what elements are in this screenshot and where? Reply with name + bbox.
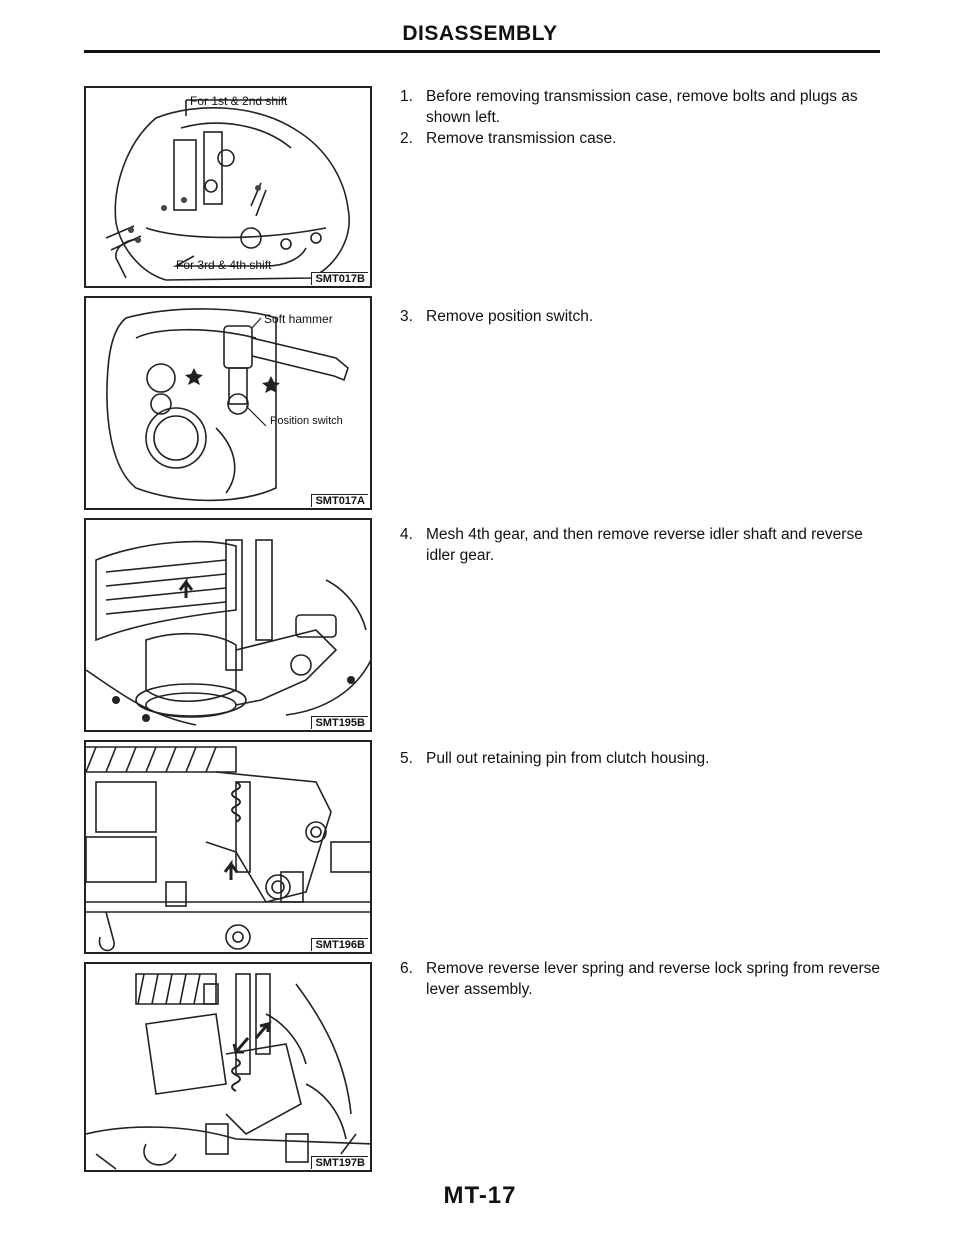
figure-position-switch [84,296,372,510]
step-text: Pull out retaining pin from clutch housing. [426,750,710,767]
figure-code: SMT017B [311,272,368,285]
step-number: 4. [400,526,413,543]
step-text: Remove reverse lever spring and reverse lock spring from reverse lever assembly. [426,960,880,998]
position-switch-drawing [86,298,372,510]
step-5 [400,748,890,769]
reverse-lever-springs-drawing [86,964,372,1172]
step-number: 1. [400,88,413,105]
step-text: Remove position switch. [426,308,594,325]
step-number: 6. [400,960,413,977]
reverse-idler-drawing [86,520,372,732]
step-1 [400,86,890,128]
figure-bolts-plugs [84,86,372,288]
figure-code: SMT195B [311,716,368,729]
step-2 [400,128,890,149]
retaining-pin-drawing [86,742,372,954]
figure-reverse-lever-springs [84,962,372,1172]
callout-soft-hammer: Soft hammer [264,312,333,326]
page-number: MT-17 [443,1182,517,1209]
step-3 [400,306,890,327]
figure-code: SMT196B [311,938,368,951]
figure-reverse-idler [84,518,372,732]
step-text: Before removing transmission case, remove bolts and plugs as shown left. [426,88,858,126]
figure-code: SMT197B [311,1156,368,1169]
step-text: Remove transmission case. [426,130,617,147]
step-number: 5. [400,750,413,767]
page-title: DISASSEMBLY [402,22,558,45]
callout-3rd-4th-shift: For 3rd & 4th shift [176,258,272,272]
step-number: 3. [400,308,413,325]
callout-1st-2nd-shift: For 1st & 2nd shift [190,94,288,108]
callout-position-switch: Position switch [270,415,343,427]
step-text: Mesh 4th gear, and then remove reverse idler shaft and reverse idler gear. [426,526,863,564]
step-number: 2. [400,130,413,147]
title-rule [84,50,880,53]
figure-code: SMT017A [311,494,368,507]
figure-retaining-pin [84,740,372,954]
step-6 [400,958,890,1000]
step-4 [400,524,890,566]
